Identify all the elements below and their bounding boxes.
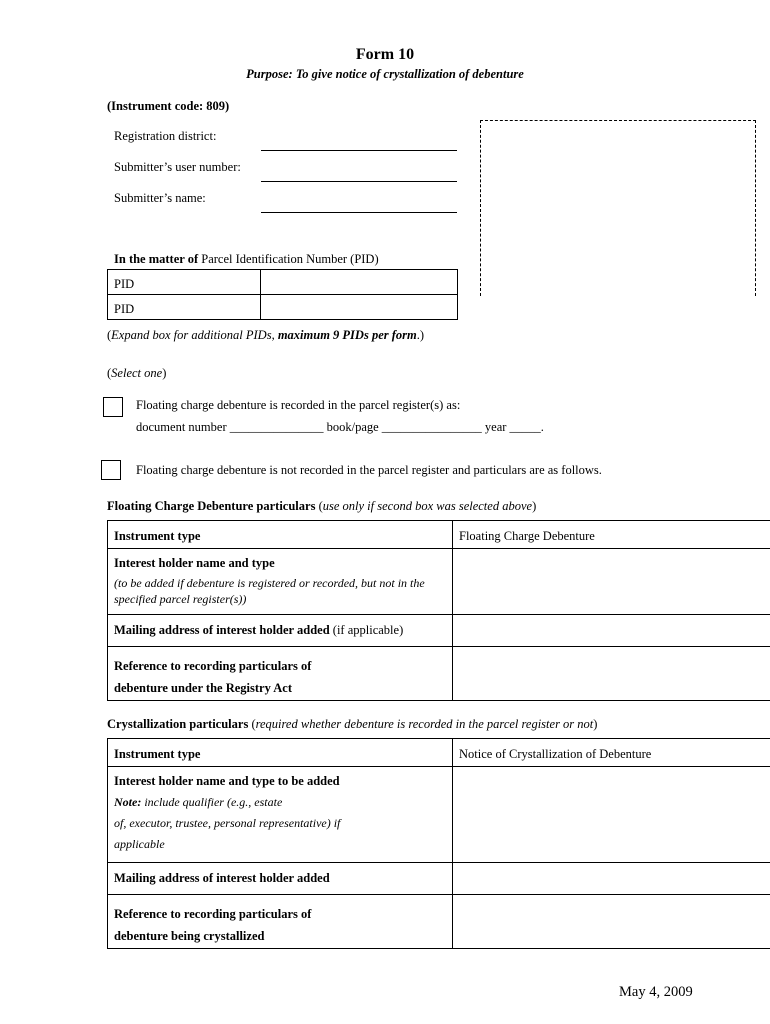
option-recorded-text: Floating charge debenture is recorded in the parcel register(s) as: xyxy=(136,398,461,412)
pid-input-2[interactable] xyxy=(261,295,458,320)
pid-label: PID xyxy=(108,295,261,320)
fcd-particulars-heading: Floating Charge Debenture particulars (use only if second box was selected above) xyxy=(107,499,537,513)
table-row xyxy=(108,647,770,701)
mailing-address-input[interactable] xyxy=(453,863,770,895)
user-number-label: Submitter’s user number: xyxy=(114,160,241,174)
crystallization-heading: Crystallization particulars (required whether debenture is recorded in the parcel register or not) xyxy=(107,717,598,731)
option-not-recorded-text: Floating charge debenture is not recorded in the parcel register and particulars are as follows. xyxy=(136,463,602,477)
form-purpose: Purpose: To give notice of crystallization of debenture xyxy=(246,67,524,81)
reference-label: Reference to recording particulars of debenture under the Registry Act xyxy=(108,647,453,701)
table-row xyxy=(108,615,770,647)
table-row xyxy=(108,863,770,895)
fcd-particulars-table xyxy=(107,520,770,701)
registration-district-label: Registration district: xyxy=(114,129,217,143)
table-row xyxy=(108,270,458,295)
instrument-type-value: Floating Charge Debenture xyxy=(453,521,770,549)
interest-holder-note: Note: include qualifier (e.g., estate of, executor, trustee, personal representative) if applicable xyxy=(114,795,341,851)
pid-table xyxy=(107,269,458,320)
table-row xyxy=(108,295,458,320)
instrument-type-label: Instrument type xyxy=(108,739,453,767)
instrument-type-label: Instrument type xyxy=(108,521,453,549)
pid-note: (Expand box for additional PIDs, maximum 9 PIDs per form.) xyxy=(107,328,425,342)
interest-holder-label: Interest holder name and type to be added xyxy=(114,774,340,788)
select-one-label: (Select one) xyxy=(107,366,167,380)
interest-holder-label: Interest holder name and type xyxy=(114,556,275,570)
submitter-name-field[interactable] xyxy=(261,212,457,213)
interest-holder-input[interactable] xyxy=(453,767,770,863)
pid-input-1[interactable] xyxy=(261,270,458,295)
interest-holder-input[interactable] xyxy=(453,549,770,615)
table-row xyxy=(108,895,770,949)
crystallization-table xyxy=(107,738,770,949)
instrument-code: (Instrument code: 809) xyxy=(107,99,230,113)
submitter-name-label: Submitter’s name: xyxy=(114,191,206,205)
table-row xyxy=(108,549,770,615)
option-recorded-details[interactable]: document number _______________ book/page ________________ year _____. xyxy=(136,420,544,434)
reference-input[interactable] xyxy=(453,647,770,701)
table-row xyxy=(108,521,770,549)
registry-stamp-box xyxy=(480,120,756,296)
mailing-address-input[interactable] xyxy=(453,615,770,647)
instrument-type-value: Notice of Crystallization of Debenture xyxy=(453,739,770,767)
reference-input[interactable] xyxy=(453,895,770,949)
interest-holder-label-cell xyxy=(108,767,453,863)
reference-label: Reference to recording particulars of debenture being crystallized xyxy=(108,895,453,949)
matter-heading: In the matter of Parcel Identification Number (PID) xyxy=(114,252,379,266)
option-not-recorded-checkbox[interactable] xyxy=(101,460,121,480)
option-recorded-checkbox[interactable] xyxy=(103,397,123,417)
user-number-field[interactable] xyxy=(261,181,457,182)
table-row xyxy=(108,739,770,767)
registration-district-field[interactable] xyxy=(261,150,457,151)
mailing-address-label: Mailing address of interest holder added (if applicable) xyxy=(108,615,453,647)
pid-label: PID xyxy=(108,270,261,295)
form-date: May 4, 2009 xyxy=(619,984,693,1000)
table-row xyxy=(108,767,770,863)
interest-holder-note: (to be added if debenture is registered or recorded, but not in the specified parcel register(s)) xyxy=(114,576,425,606)
mailing-address-label: Mailing address of interest holder added xyxy=(108,863,453,895)
form-title: Form 10 xyxy=(355,46,415,63)
interest-holder-label-cell xyxy=(108,549,453,615)
